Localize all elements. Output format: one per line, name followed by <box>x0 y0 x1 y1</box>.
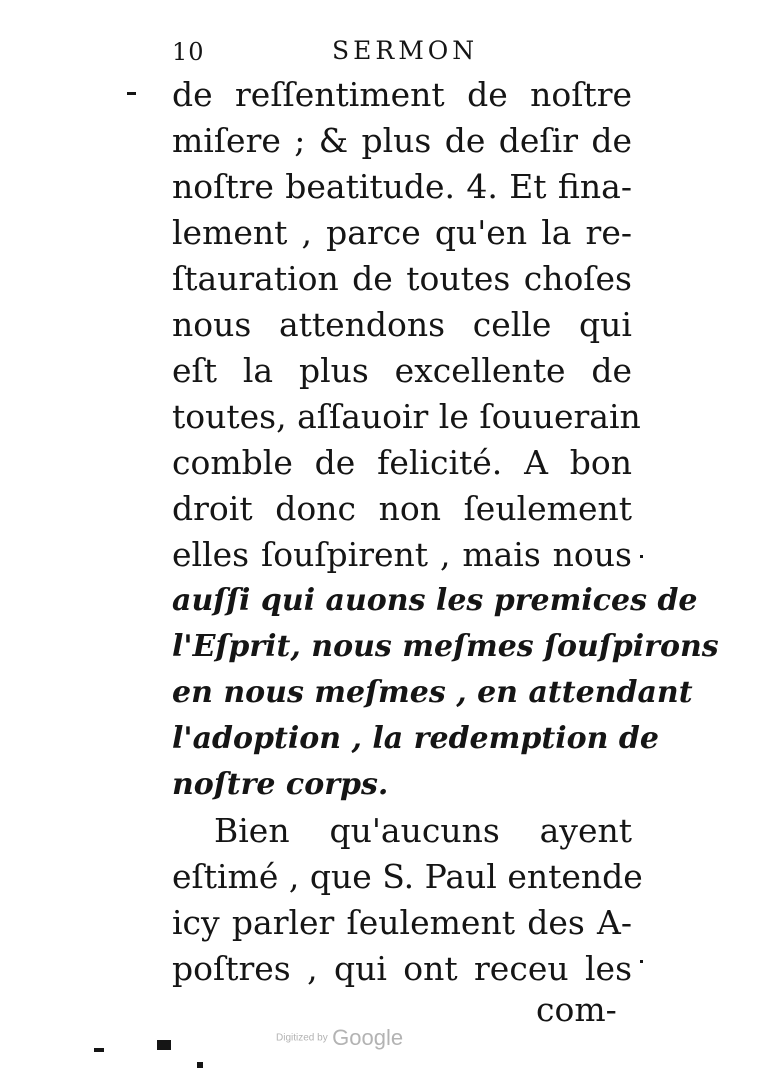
text-line: eſtimé , que S. Paul entende <box>172 857 643 896</box>
digitized-watermark <box>276 1025 403 1051</box>
text-line: nous attendons celle qui <box>172 305 632 344</box>
text-line: noſtre beatitude. 4. Et fina- <box>172 167 632 206</box>
text-line: eſt la plus excellente de <box>172 351 632 390</box>
body-text <box>172 72 719 992</box>
catchword: com- <box>536 990 617 1029</box>
text-line: toutes, aſſauoir le ſouuerain <box>172 397 641 436</box>
text-line: de reſſentiment de noſtre <box>172 75 632 114</box>
paragraph-start-line: Bien qu'aucuns ayent <box>214 811 632 850</box>
text-line: icy parler ſeulement des A- <box>172 903 632 942</box>
text-line: ſtauration de toutes choſes <box>172 259 632 298</box>
ink-speck <box>157 1040 171 1050</box>
text-line: lement , parce qu'en la re- <box>172 213 632 252</box>
text-line: poſtres , qui ont receu les <box>172 949 632 988</box>
ink-speck <box>640 960 643 963</box>
ink-speck <box>640 555 643 558</box>
italic-text-line: l'adoption , la redemption de <box>172 721 659 756</box>
italic-text-line: noſtre corps. <box>172 767 389 802</box>
page-number: 10 <box>172 38 205 66</box>
text-line: miſere ; & plus de deſir de <box>172 121 632 160</box>
text-line: elles ſouſpirent , mais nous <box>172 535 632 574</box>
digitized-brand: Google <box>332 1025 404 1050</box>
ink-speck <box>197 1062 203 1068</box>
ink-speck <box>127 92 136 95</box>
italic-text-line: en nous meſmes , en attendant <box>172 675 693 710</box>
text-line: droit donc non ſeulement <box>172 489 632 528</box>
ink-speck <box>94 1048 104 1052</box>
page-header <box>172 30 632 70</box>
running-title: SERMON <box>332 36 479 65</box>
digitized-prefix: Digitized by <box>276 1032 328 1044</box>
italic-text-line: auſſi qui auons les premices de <box>172 583 698 618</box>
italic-text-line: l'Eſprit, nous meſmes ſouſpirons <box>172 629 719 664</box>
text-line: comble de felicité. A bon <box>172 443 632 482</box>
